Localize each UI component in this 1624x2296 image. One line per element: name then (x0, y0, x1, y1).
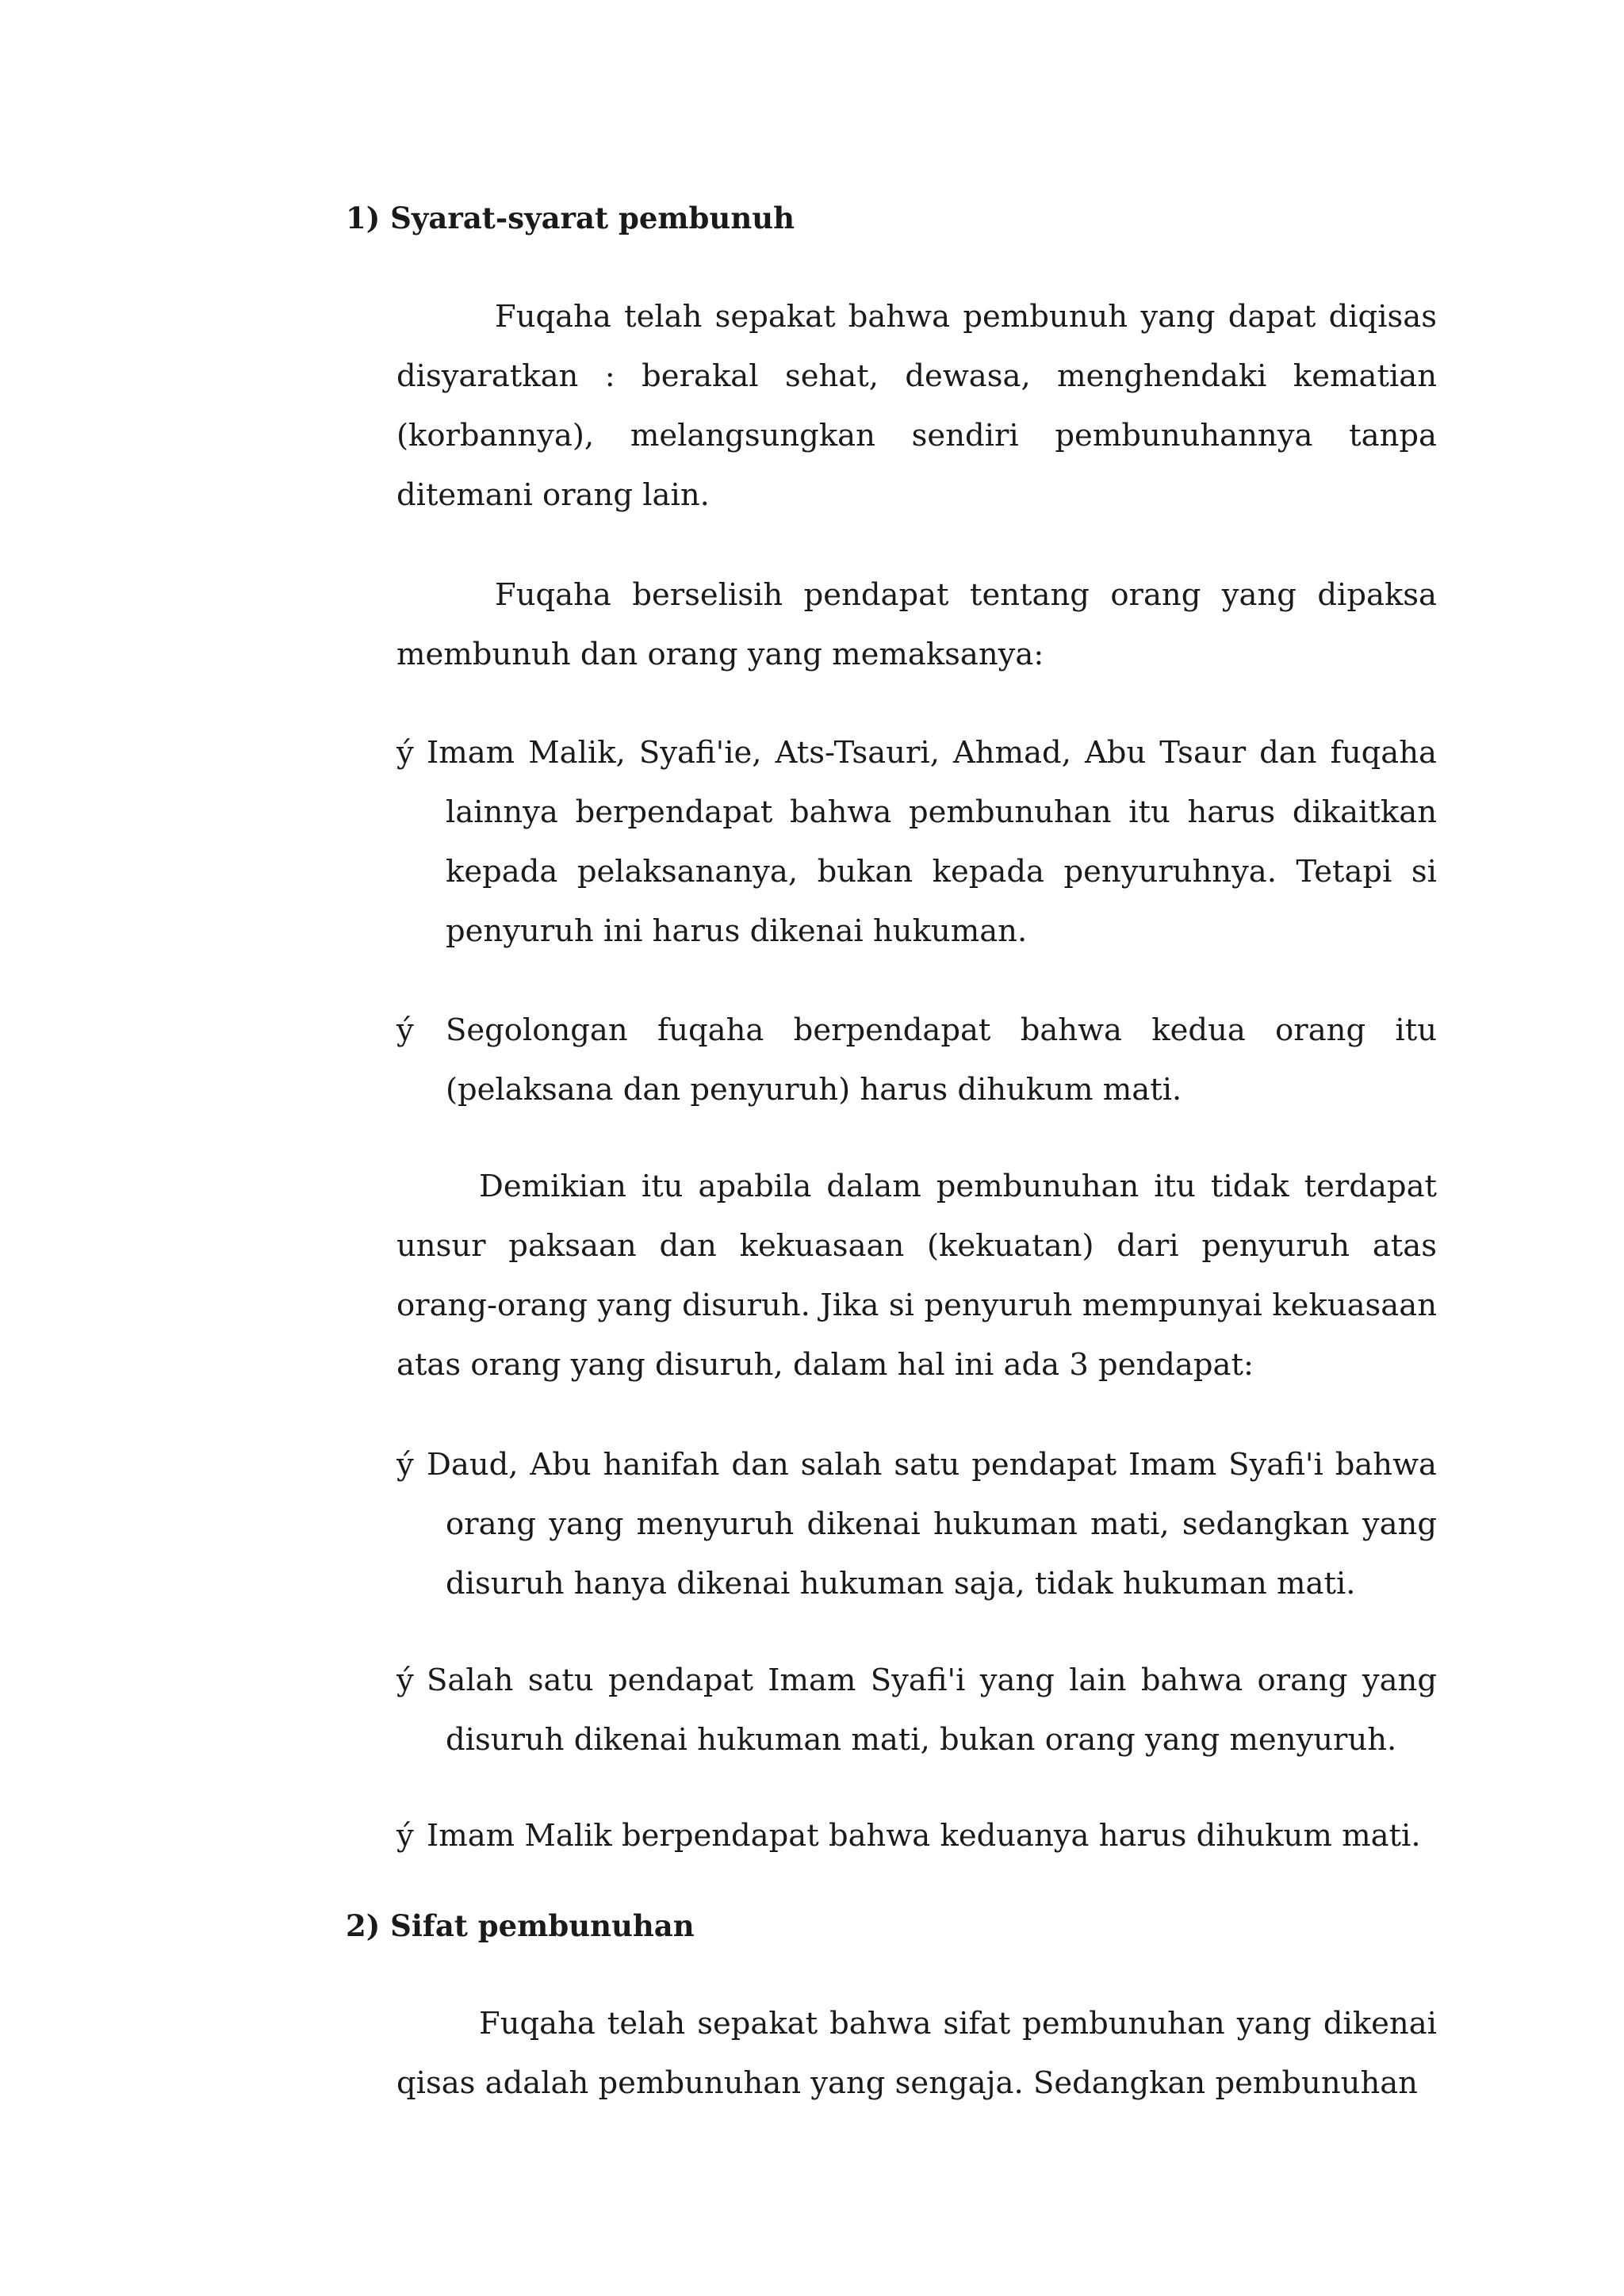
paragraph-syarat: Fuqaha telah sepakat bahwa pembunuh yang dapat diqisas disyaratkan : berakal sehat, dewasa, menghendaki kematian (korbannya), melangsungkan sendiri pembunuhannya tanpa ditemani orang lain. (396, 299, 1437, 513)
bullet-mark: ý (396, 735, 414, 771)
paragraph-perselisihan: Fuqaha berselisih pendapat tentang orang yang dipaksa membunuh dan orang yang memaksanya: (396, 577, 1437, 672)
bullet-mark: ý (396, 1447, 414, 1483)
list-item-text: Salah satu pendapat Imam Syafi'i yang lain bahwa orang yang disuruh dikenai hukuman mati, bukan orang yang menyuruh. (427, 1663, 1437, 1758)
paragraph-sifat: Fuqaha telah sepakat bahwa sifat pembunuhan yang dikenai qisas adalah pembunuhan yang sengaja. Sedangkan pembunuhan (396, 2006, 1437, 2101)
list-item (396, 1435, 1437, 1613)
list-item-text: Imam Malik, Syafi'ie, Ats-Tsauri, Ahmad, Abu Tsaur dan fuqaha lainnya berpendapat bahwa pembunuhan itu harus dikaitkan kepada pelaksananya, bukan kepada penyuruhnya. Tetapi si penyuruh ini harus dikenai hukuman. (427, 735, 1437, 949)
bullet-mark: ý (396, 1663, 414, 1698)
list-item (396, 1001, 1437, 1119)
section-heading-syarat-pembunuh: 1) Syarat-syarat pembunuh (346, 201, 795, 235)
list-item (396, 723, 1437, 961)
section-heading-sifat-pembunuhan: 2) Sifat pembunuhan (346, 1908, 695, 1943)
list-item-text: Daud, Abu hanifah dan salah satu pendapat Imam Syafi'i bahwa orang yang menyuruh dikenai hukuman mati, sedangkan yang disuruh hanya dikenai hukuman saja, tidak hukuman mati. (427, 1447, 1437, 1601)
list-item (396, 1651, 1437, 1770)
paragraph-demikian: Demikian itu apabila dalam pembunuhan itu tidak terdapat unsur paksaan dan kekuasaan (kekuatan) dari penyuruh atas orang-orang yang disuruh. Jika si penyuruh mempunyai kekuasaan atas orang yang disuruh, dalam hal ini ada 3 pendapat: (396, 1169, 1437, 1383)
list-item-text: Segolongan fuqaha berpendapat bahwa kedua orang itu (pelaksana dan penyuruh) harus dihukum mati. (446, 1012, 1437, 1108)
bullet-mark: ý (396, 1818, 414, 1854)
bullet-mark: ý (396, 1012, 414, 1048)
list-item (396, 1806, 1437, 1866)
list-item-text: Imam Malik berpendapat bahwa keduanya harus dihukum mati. (427, 1818, 1421, 1854)
